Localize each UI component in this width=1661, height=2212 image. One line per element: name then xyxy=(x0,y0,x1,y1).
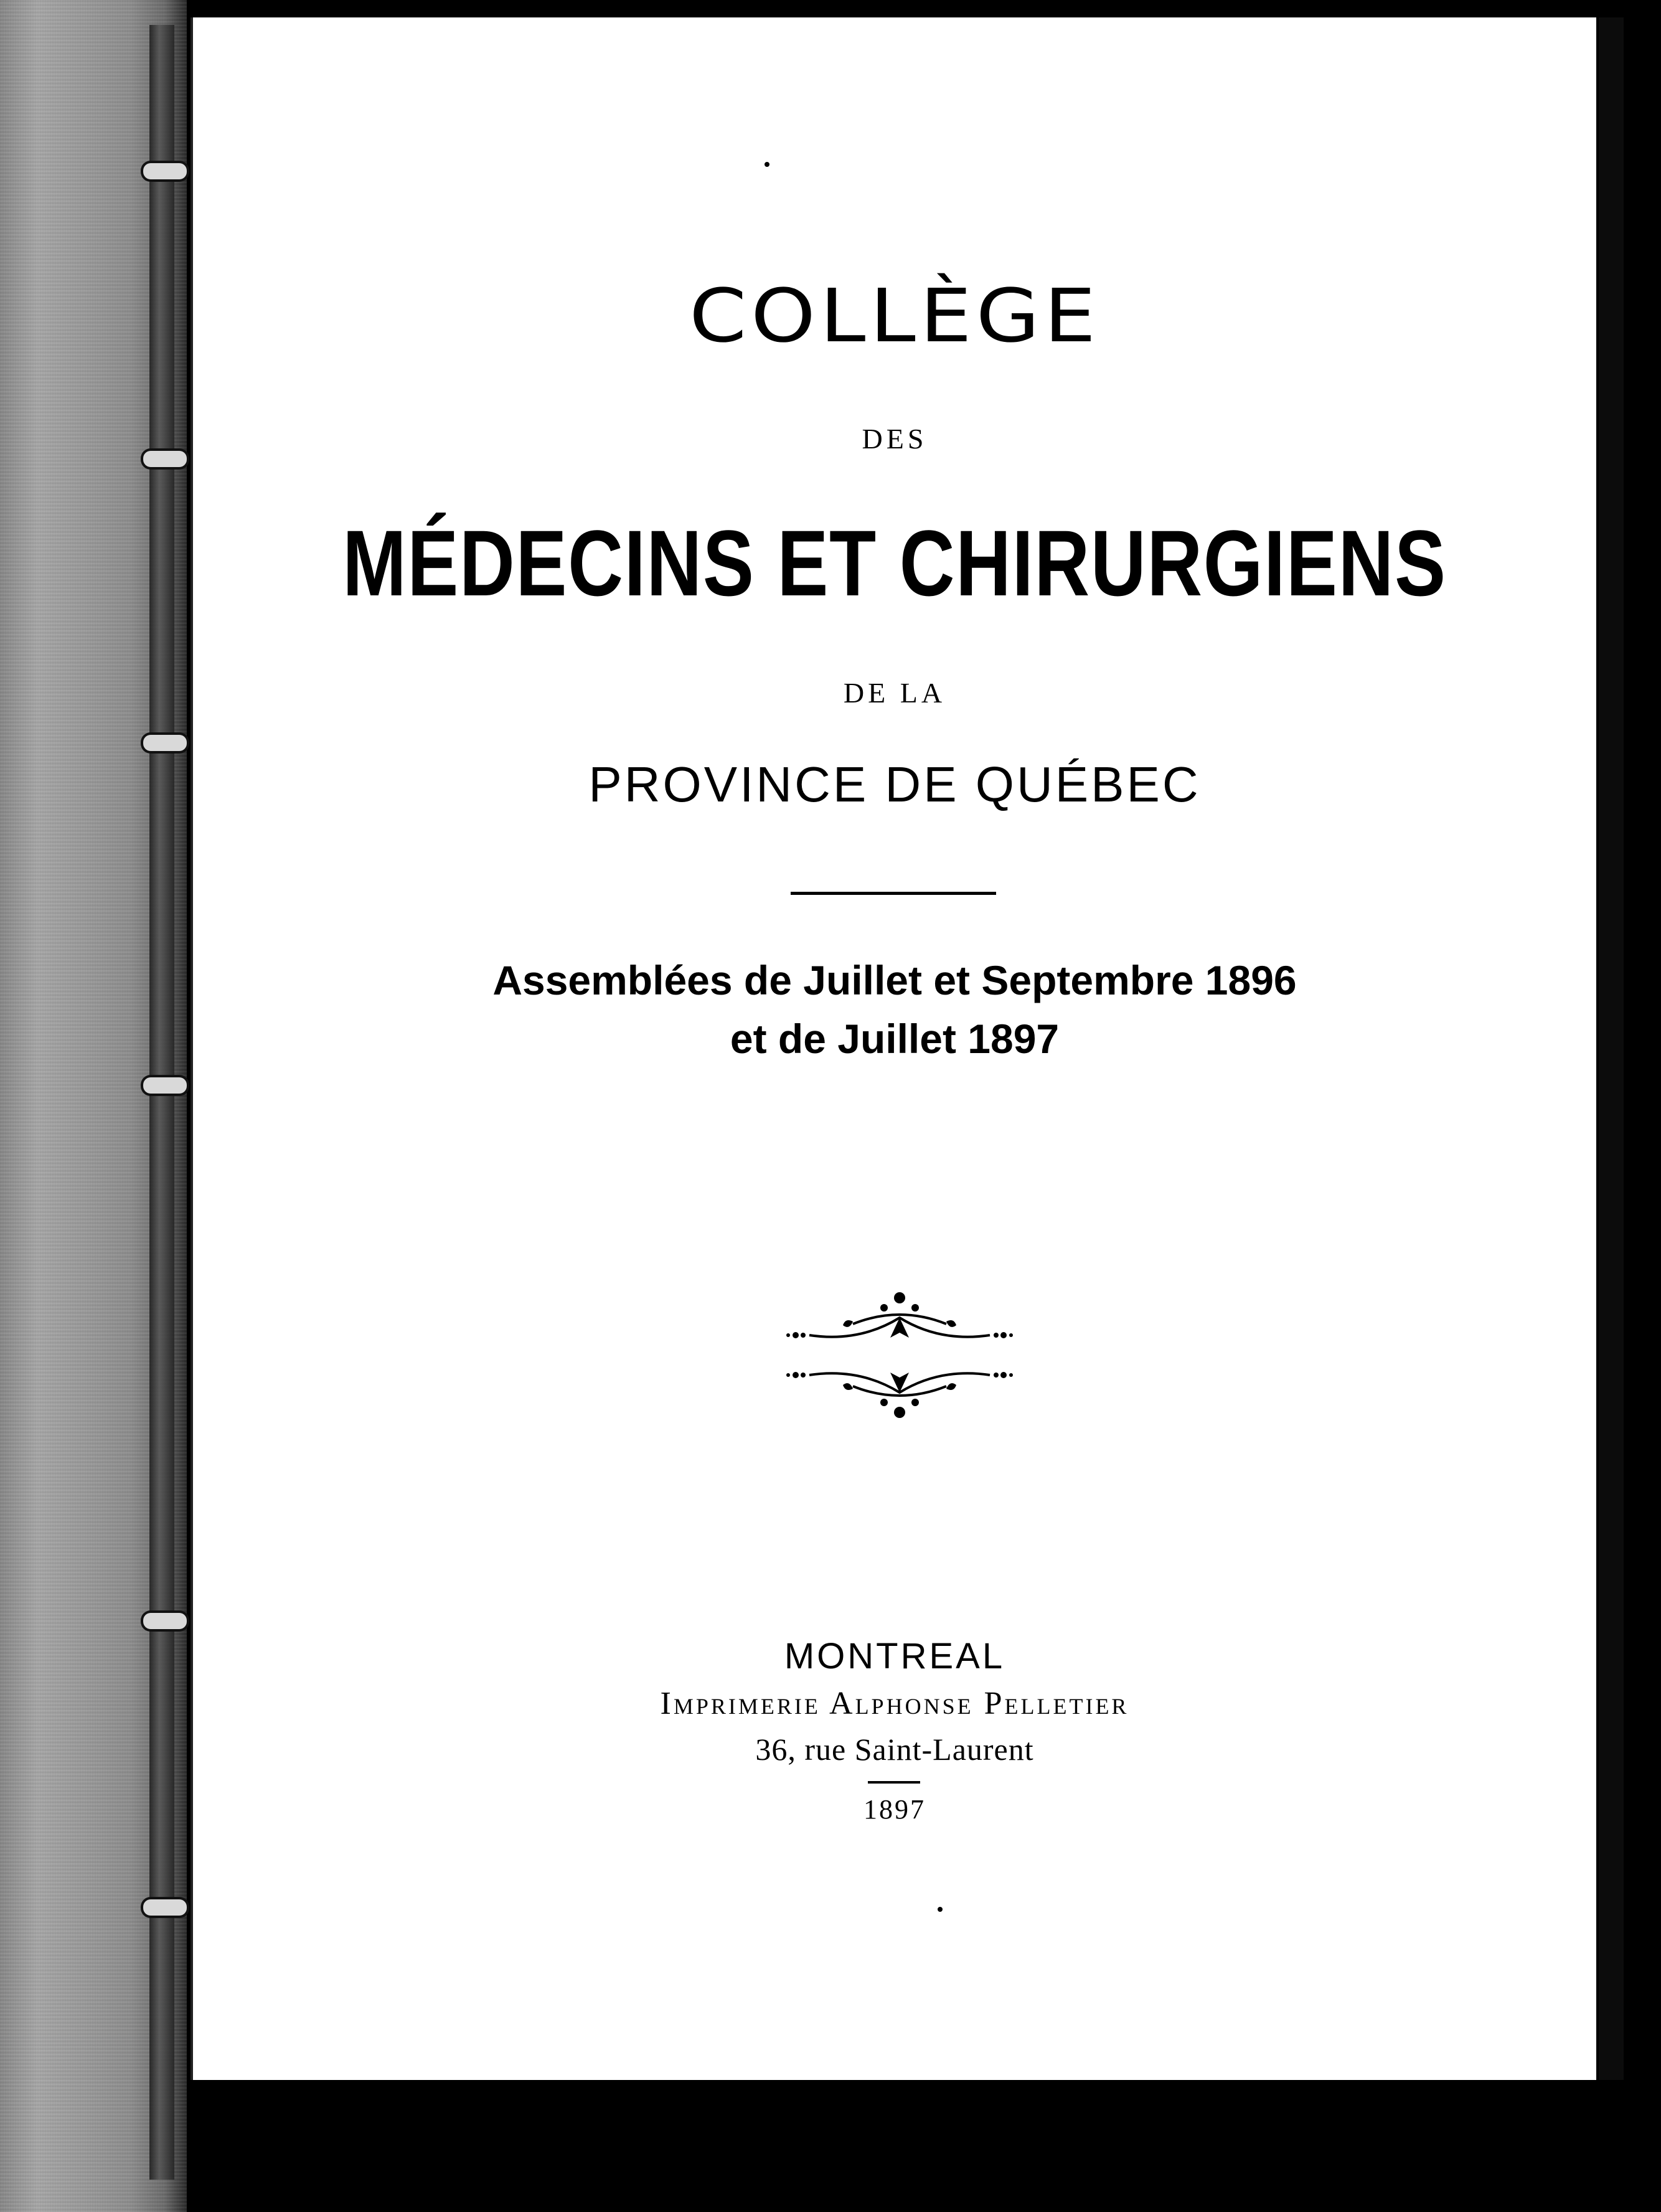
imprint-printer: Imprimerie Alphonse Pelletier xyxy=(660,1686,1129,1721)
binding-stitch xyxy=(143,1613,187,1629)
binding-stitch xyxy=(143,1077,187,1094)
imprint-city: MONTREAL xyxy=(784,1636,1005,1676)
des-line: DES xyxy=(862,423,928,455)
binding-stitch xyxy=(143,451,187,467)
ink-speck xyxy=(938,1907,943,1912)
imprint-year: 1897 xyxy=(863,1794,926,1825)
main-title: MÉDECINS ET CHIRURGIENS xyxy=(342,511,1447,615)
subtitle-line-1: Assemblées de Juillet et Septembre 1896 xyxy=(492,957,1297,1003)
ink-speck xyxy=(765,162,769,167)
binding-stitch xyxy=(143,1899,187,1916)
college-heading: COLLÈGE xyxy=(689,273,1101,359)
title-divider xyxy=(791,892,996,895)
fleuron-ornament-icon xyxy=(784,1280,1015,1430)
title-page xyxy=(191,17,1596,2080)
subtitle-line-2: et de Juillet 1897 xyxy=(730,1016,1060,1062)
binding-stitch xyxy=(143,163,187,179)
province-title: PROVINCE DE QUÉBEC xyxy=(588,757,1201,812)
de-la-line: DE LA xyxy=(843,677,946,709)
binding-stitch xyxy=(143,735,187,751)
imprint-address: 36, rue Saint-Laurent xyxy=(755,1732,1034,1767)
imprint-divider xyxy=(868,1781,920,1784)
